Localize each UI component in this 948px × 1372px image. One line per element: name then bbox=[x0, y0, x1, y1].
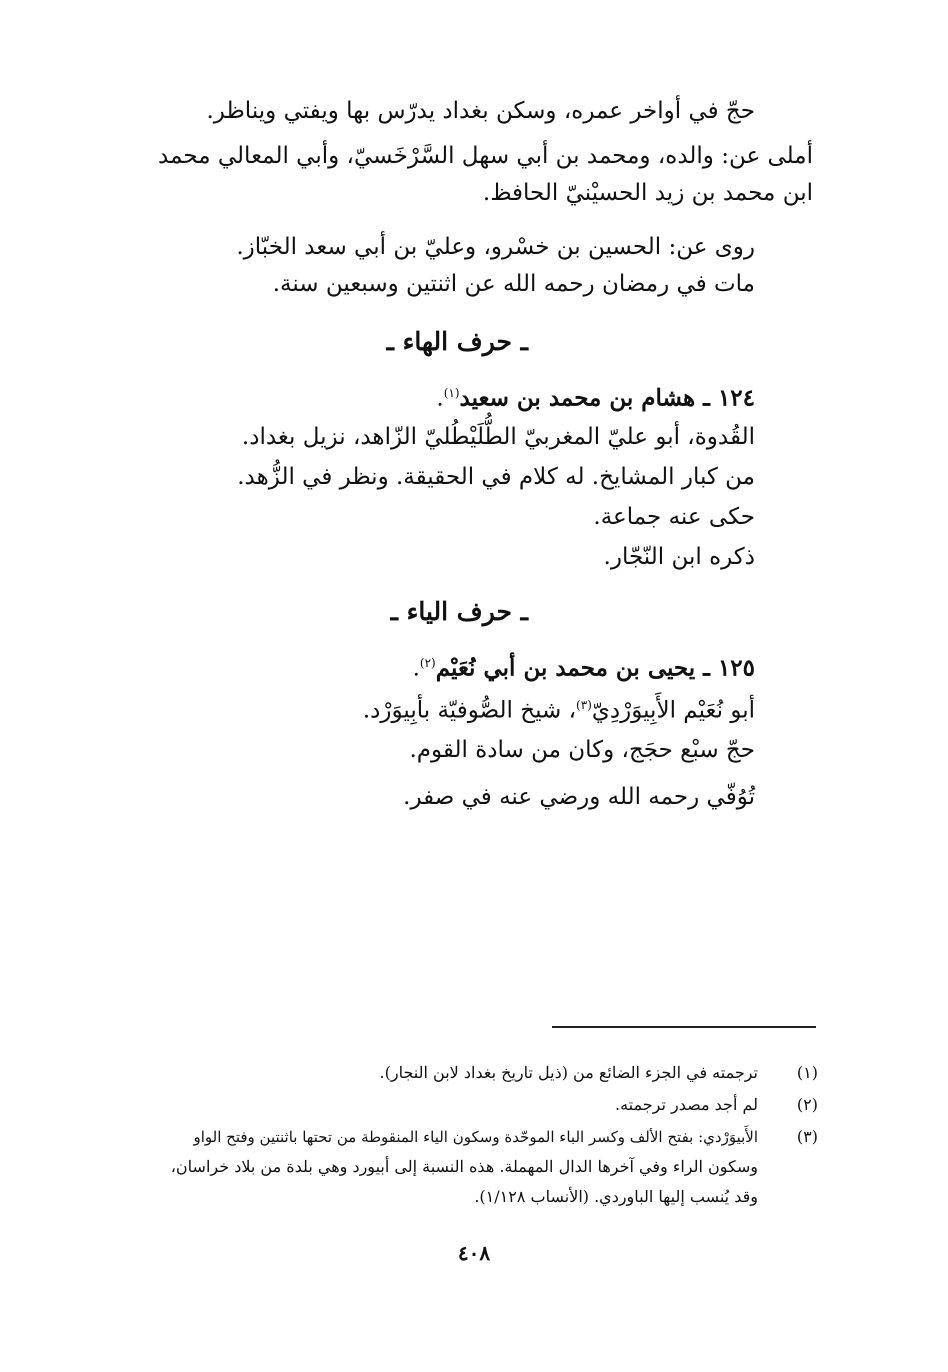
paragraph-line: القُدوة، أبو عليّ المغربيّ الطُّلَيْطُليّ الزّاهد، نزيل بغداد. bbox=[241, 424, 755, 450]
footnote-number: (١) bbox=[796, 1063, 818, 1082]
footnote-number: (٢) bbox=[796, 1095, 818, 1114]
paragraph-line: حجّ في أواخر عمره، وسكن بغداد يدرّس بها ويفتي ويناظر. bbox=[206, 98, 755, 124]
footnote-text: لم أجد مصدر ترجمته. bbox=[615, 1095, 758, 1114]
paragraph-line: روى عن: الحسين بن خسْرو، وعليّ بن أبي سعد الخبّاز. bbox=[236, 234, 755, 260]
paragraph-line: ذكره ابن النّجّار. bbox=[603, 544, 755, 570]
entry-title-end: . bbox=[436, 385, 444, 412]
paragraph-line: مات في رمضان رحمه الله عن اثنتين وسبعين سنة. bbox=[272, 271, 755, 297]
footnote-ref: (١) bbox=[443, 386, 460, 400]
paragraph-line: تُوُفّي رحمه الله ورضي عنه في صفر. bbox=[403, 784, 755, 810]
footnote-ref: (٢) bbox=[419, 656, 436, 670]
footnote-text: وسكون الراء وفي آخرها الدال المهملة. هذه النسبة إلى أبيورد وهي بلدة من بلاد خراسان، bbox=[170, 1157, 758, 1176]
entry-125-title bbox=[413, 648, 755, 684]
paragraph-line bbox=[363, 690, 755, 726]
paragraph-line: حجّ سبْع حجَج، وكان من سادة القوم. bbox=[409, 737, 755, 763]
footnote-text: الأَبيوَرْدي: بفتح الألف وكسر الباء الموحّدة وسكون الياء المنقوطة من تحتها باثنتين وفتح الواو bbox=[193, 1128, 758, 1146]
entry-title-end: . bbox=[412, 655, 420, 682]
paragraph-line: أملى عن: والده، ومحمد بن أبي سهل السَّرْخَسيّ، وأبي المعالي محمد bbox=[158, 143, 813, 169]
paragraph-line: من كبار المشايخ. له كلام في الحقيقة. ونظر في الزُّهد. bbox=[237, 464, 755, 490]
paragraph-line: ابن محمد بن زيد الحسيْنيّ الحافظ. bbox=[482, 180, 813, 206]
footnote-text: وقد يُنسب إليها الباوردي. (الأنساب ١/١٢٨). bbox=[474, 1187, 758, 1206]
footnote-separator bbox=[552, 1026, 816, 1028]
entry-124-title bbox=[436, 378, 755, 414]
section-heading-ya: ـ حرف الياء ـ bbox=[390, 597, 528, 626]
paragraph-line: حكى عنه جماعة. bbox=[593, 504, 755, 530]
text-span: أبو نُعَيْم الأَبِيوَرْدِيّ bbox=[591, 697, 755, 724]
footnote-text: ترجمته في الجزء الضائع من (ذيل تاريخ بغداد لابن النجار). bbox=[379, 1063, 758, 1082]
section-heading-ha: ـ حرف الهاء ـ bbox=[386, 327, 528, 356]
text-span: ، شيخ الصُّوفيّة بأبِيوَرْد. bbox=[362, 697, 577, 724]
entry-title-text: ١٢٥ ـ يحيى بن محمد بن أبي نُعَيْم bbox=[435, 654, 755, 682]
footnote-ref: (٣) bbox=[576, 698, 592, 712]
footnote-number: (٣) bbox=[796, 1127, 818, 1146]
page-number: ٤٠٨ bbox=[457, 1241, 491, 1265]
entry-title-text: ١٢٤ ـ هشام بن محمد بن سعيد bbox=[459, 384, 755, 412]
